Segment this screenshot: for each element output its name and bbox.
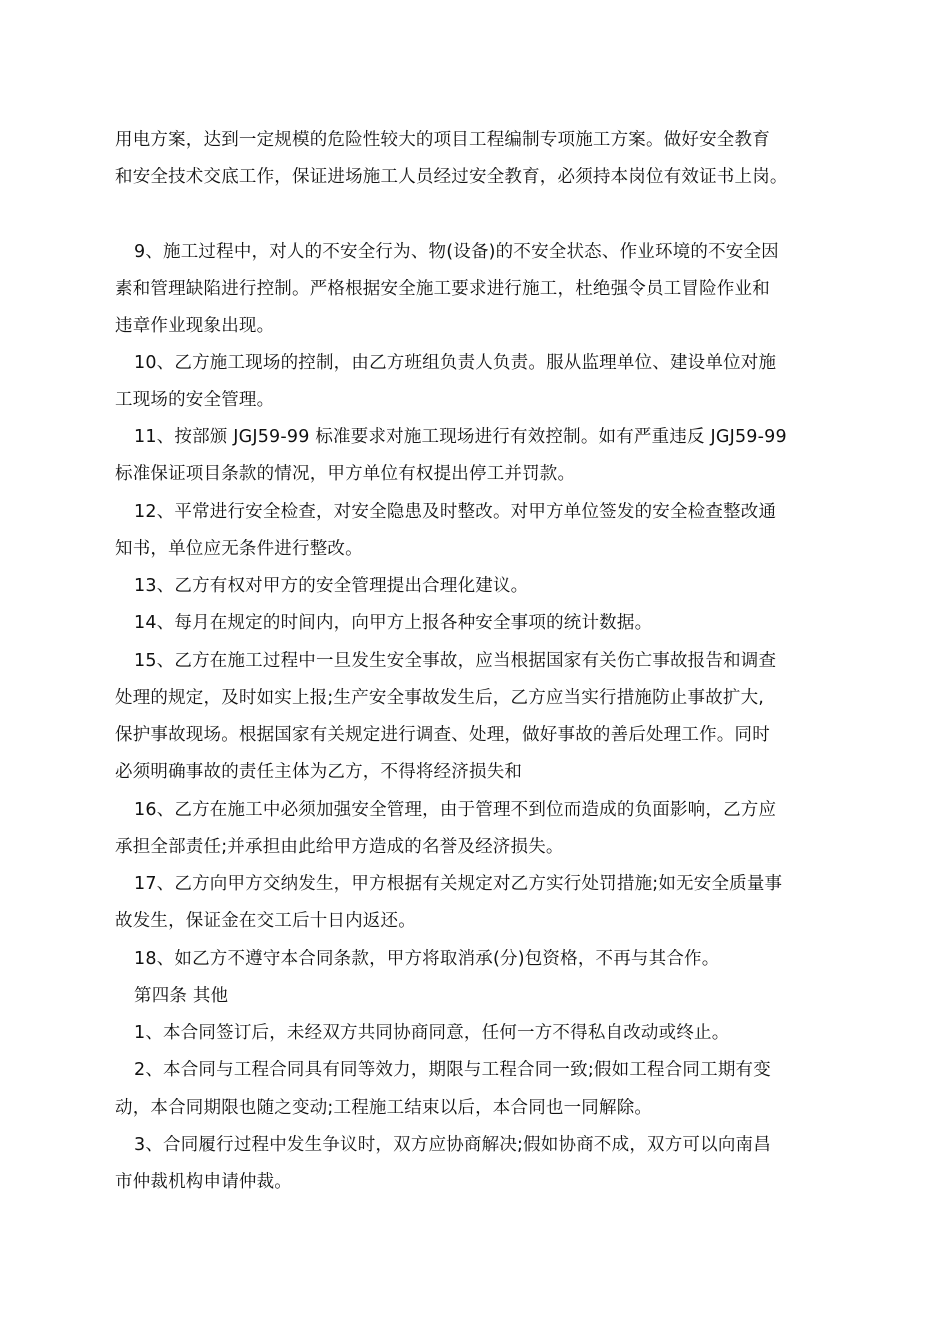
paragraph-line: 11、按部颁 JGJ59-99 标准要求对施工现场进行有效控制。如有严重违反 JGJ59-99 [134, 427, 787, 447]
paragraph-line: 工现场的安全管理。 [115, 390, 275, 410]
paragraph-line: 保护事故现场。根据国家有关规定进行调查、处理，做好事故的善后处理工作。同时 [115, 725, 770, 745]
paragraph-line: 10、乙方施工现场的控制，由乙方班组负责人负责。服从监理单位、建设单位对施 [134, 353, 777, 373]
paragraph-line: 15、乙方在施工过程中一旦发生安全事故，应当根据国家有关伤亡事故报告和调查 [134, 651, 777, 671]
paragraph-line: 动，本合同期限也随之变动;工程施工结束以后，本合同也一同解除。 [115, 1098, 653, 1118]
paragraph-line: 16、乙方在施工中必须加强安全管理，由于管理不到位而造成的负面影响，乙方应 [134, 800, 777, 820]
paragraph-line: 市仲裁机构申请仲裁。 [115, 1172, 292, 1192]
paragraph-line: 知书，单位应无条件进行整改。 [115, 539, 363, 559]
paragraph-line: 17、乙方向甲方交纳发生，甲方根据有关规定对乙方实行处罚措施;如无安全质量事 [134, 874, 783, 894]
paragraph-line: 故发生，保证金在交工后十日内返还。 [115, 911, 416, 931]
paragraph-line: 2、本合同与工程合同具有同等效力，期限与工程合同一致;假如工程合同工期有变 [134, 1060, 771, 1080]
paragraph-line: 处理的规定，及时如实上报;生产安全事故发生后，乙方应当实行措施防止事故扩大, [115, 688, 765, 708]
paragraph-line: 违章作业现象出现。 [115, 316, 275, 336]
paragraph-line: 标准保证项目条款的情况，甲方单位有权提出停工并罚款。 [115, 464, 576, 484]
paragraph-line: 承担全部责任;并承担由此给甲方造成的名誉及经济损失。 [115, 837, 564, 857]
paragraph-line: 12、平常进行安全检查，对安全隐患及时整改。对甲方单位签发的安全检查整改通 [134, 502, 777, 522]
paragraph-line: 必须明确事故的责任主体为乙方，不得将经济损失和 [115, 762, 523, 782]
paragraph-line: 13、乙方有权对甲方的安全管理提出合理化建议。 [134, 576, 529, 596]
paragraph-line: 14、每月在规定的时间内，向甲方上报各种安全事项的统计数据。 [134, 613, 653, 633]
paragraph-line: 9、施工过程中，对人的不安全行为、物(设备)的不安全状态、作业环境的不安全因 [134, 242, 779, 262]
paragraph-line: 1、本合同签订后，未经双方共同协商同意，任何一方不得私自改动或终止。 [134, 1023, 730, 1043]
paragraph-line: 用电方案，达到一定规模的危险性较大的项目工程编制专项施工方案。做好安全教育 [115, 130, 770, 150]
paragraph-line: 和安全技术交底工作，保证进场施工人员经过安全教育，必须持本岗位有效证书上岗。 [115, 167, 788, 187]
paragraph-line: 18、如乙方不遵守本合同条款，甲方将取消承(分)包资格，不再与其合作。 [134, 949, 720, 969]
section-heading: 第四条 其他 [134, 986, 229, 1006]
paragraph-line: 3、合同履行过程中发生争议时，双方应协商解决;假如协商不成，双方可以向南昌 [134, 1135, 771, 1155]
paragraph-line: 素和管理缺陷进行控制。严格根据安全施工要求进行施工，杜绝强令员工冒险作业和 [115, 279, 770, 299]
